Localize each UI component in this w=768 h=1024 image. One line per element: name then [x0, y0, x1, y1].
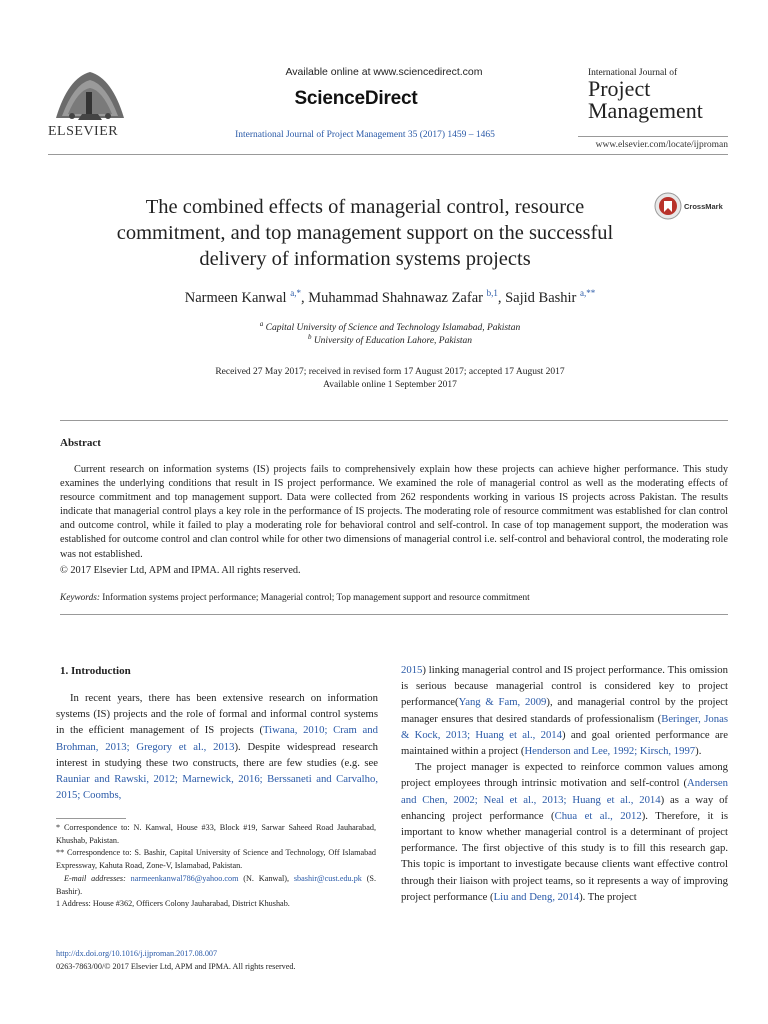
footnote-divider — [56, 818, 126, 819]
intro-paragraph — [401, 662, 728, 759]
issn-line: 0263-7863/00/© 2017 Elsevier Ltd, APM and IPMA. All rights reserved. — [56, 961, 296, 971]
abstract-copyright: © 2017 Elsevier Ltd, APM and IPMA. All rights reserved. — [60, 565, 301, 576]
available-online-line: Available online at www.sciencedirect.com — [285, 66, 483, 78]
citation-link[interactable]: 2015 — [401, 664, 423, 676]
crossmark-icon[interactable] — [654, 192, 682, 220]
journal-masthead — [588, 68, 728, 122]
footnotes — [56, 822, 376, 911]
abstract-top-divider — [60, 420, 728, 421]
citation-link[interactable]: Henderson and Lee, 1992; Kirsch, 1997 — [524, 745, 696, 758]
footnote: * Correspondence to: N. Kanwal, House #33, Block #19, Sarwar Saheed Road Jauharabad, Khushab, Pakistan. — [56, 823, 376, 845]
publisher-logo-text: ELSEVIER — [48, 124, 119, 139]
body-text: ). The project — [579, 890, 637, 903]
intro-paragraph — [56, 690, 378, 803]
crossmark-label[interactable]: CrossMark — [684, 202, 723, 211]
author-name: Muhammad Shahnawaz Zafar — [308, 289, 483, 306]
email-owner: (N. Kanwal), — [238, 873, 290, 883]
affiliation-mark: b — [307, 333, 312, 341]
email-link[interactable]: sbashir@cust.edu.pk — [293, 873, 362, 883]
body-text: ). Despite widespread research interest in studying these two constructs, there are few studies (e.g. see — [56, 740, 378, 769]
affiliation-a — [60, 320, 720, 333]
sciencedirect-brand: ScienceDirect — [294, 88, 418, 109]
keywords-label: Keywords: — [60, 593, 100, 603]
abstract-bottom-divider — [60, 614, 728, 615]
affiliation-text: Capital University of Science and Technology Islamabad, Pakistan — [265, 323, 521, 334]
body-text: The project manager is expected to reinforce common values among project employees through intrinsic motivation and self-control ( — [401, 761, 728, 790]
email-label: E-mail addresses: — [64, 873, 126, 883]
abstract-paragraph: Current research on information systems (IS) projects fails to comprehensively explain how these projects can achieve higher performance. This study examines the underlying conditions that result in IS project performance. We examined the role of managerial control as well as the moderating effects of resource commitment and top management support. Data were collected from 262 respondents working in various IS projects across Pakistan. The results indicate that managerial control plays a key role in the performance of IS projects. The moderating role of resource commitment was established for clan control and outcome control, while it failed to play a moderating role for behavioral control and self-control. In case of top management support, the moderation was established for outcome control and clan control while for other two dimensions of managerial control i.e. self-control and behavioral control, the moderating role was not established. — [60, 464, 728, 560]
body-text: ) linking managerial control and IS project performance. This omission is serious because managerial control is considered key to project performance( — [401, 664, 728, 709]
citation-link[interactable]: Yang & Fam, 2009 — [458, 696, 547, 709]
title-line: The combined effects of managerial control, resource — [145, 196, 585, 218]
keywords-text: Information systems project performance; Managerial control; Top management support and resource commitment — [102, 593, 530, 603]
footnote: 1 Address: House #362, Officers Colony Jauharabad, District Khushab. — [56, 899, 290, 909]
affiliation-b — [60, 333, 720, 346]
citation-link[interactable]: Tiwana, 2010; Cram and Brohman, 2013; Gregory et al., 2013 — [56, 724, 378, 753]
section-heading-introduction: 1. Introduction — [60, 665, 131, 677]
author-list — [60, 288, 720, 307]
body-text: ), and managerial control by the project manager ensures that desired standards of professionalism ( — [401, 696, 728, 725]
author-marks[interactable]: b,1 — [486, 288, 498, 298]
journal-masthead-line2: Management — [588, 98, 703, 123]
citation-link[interactable]: Chua et al., 2012 — [554, 809, 642, 822]
citation-link[interactable]: Liu and Deng, 2014 — [493, 890, 580, 903]
article-footer — [56, 948, 296, 973]
body-text: ) and goal oriented performance are maintained within a project ( — [401, 728, 728, 758]
author-separator: , — [300, 289, 309, 306]
citation-link[interactable]: Beringer, Jonas & Kock, 2013; Huang et al., 2014 — [401, 712, 728, 741]
author-name: Sajid Bashir — [505, 289, 577, 306]
article-title — [60, 194, 670, 272]
affiliation-text: University of Education Lahore, Pakistan — [313, 336, 473, 347]
author-name: Narmeen Kanwal — [184, 289, 287, 306]
left-column — [56, 690, 378, 803]
available-online-date: Available online 1 September 2017 — [323, 380, 457, 390]
footnote-emails — [56, 873, 376, 898]
author-marks[interactable]: a,* — [290, 288, 301, 298]
intro-paragraph — [401, 759, 728, 905]
abstract-body — [60, 463, 728, 562]
masthead-divider — [578, 136, 728, 137]
email-owner: (S. Bashir). — [56, 873, 377, 896]
journal-reference-link[interactable]: International Journal of Project Management 35 (2017) 1459 – 1465 — [235, 130, 495, 140]
received-dates: Received 27 May 2017; received in revised form 17 August 2017; accepted 17 August 2017 — [215, 367, 565, 377]
header-divider — [48, 154, 728, 155]
title-line: commitment, and top management support on the successful — [116, 222, 614, 244]
citation-link[interactable]: Rauniar and Rawski, 2012; Marnewick, 2016; Berssaneti and Carvalho, 2015; Coombs, — [56, 773, 378, 802]
body-text: ). — [695, 745, 702, 758]
right-column — [401, 662, 728, 905]
keywords — [60, 593, 530, 603]
affiliation-mark: a — [259, 320, 264, 328]
author-separator: , — [497, 289, 506, 306]
journal-masthead-line1: Project — [588, 76, 651, 101]
email-link[interactable]: narmeenkanwal786@yahoo.com — [130, 873, 239, 883]
body-text: ) as a way of enhancing project performance ( — [401, 793, 728, 822]
journal-url: www.elsevier.com/locate/ijproman — [595, 140, 728, 150]
doi-link[interactable]: http://dx.doi.org/10.1016/j.ijproman.2017.08.007 — [56, 949, 218, 958]
abstract-heading: Abstract — [60, 437, 101, 449]
body-text: ). Therefore, it is important to know whether managerial control is a determinant of project performance. The first objective of this study is to fill this research gap. This topic is important to investigate because clients want effective control through their liaison with project teams, so it represents a way of improving project performance ( — [401, 809, 728, 903]
body-text: In recent years, there has been extensive research on information systems (IS) projects and the role of formal and informal control systems in the efficient management of IS projects ( — [56, 692, 378, 737]
title-line: delivery of information systems projects — [199, 248, 531, 270]
citation-link[interactable]: Andersen and Chen, 2002; Neal et al., 2013; Huang et al., 2014 — [401, 777, 728, 806]
author-marks[interactable]: a,** — [580, 288, 596, 298]
journal-masthead-prefix: International Journal of — [588, 68, 678, 78]
footnote: ** Correspondence to: S. Bashir, Capital University of Science and Technology, Off Islamabad Expressway, Kahuta Road, Zone-V, Islamabad, Pakistan. — [56, 848, 376, 871]
